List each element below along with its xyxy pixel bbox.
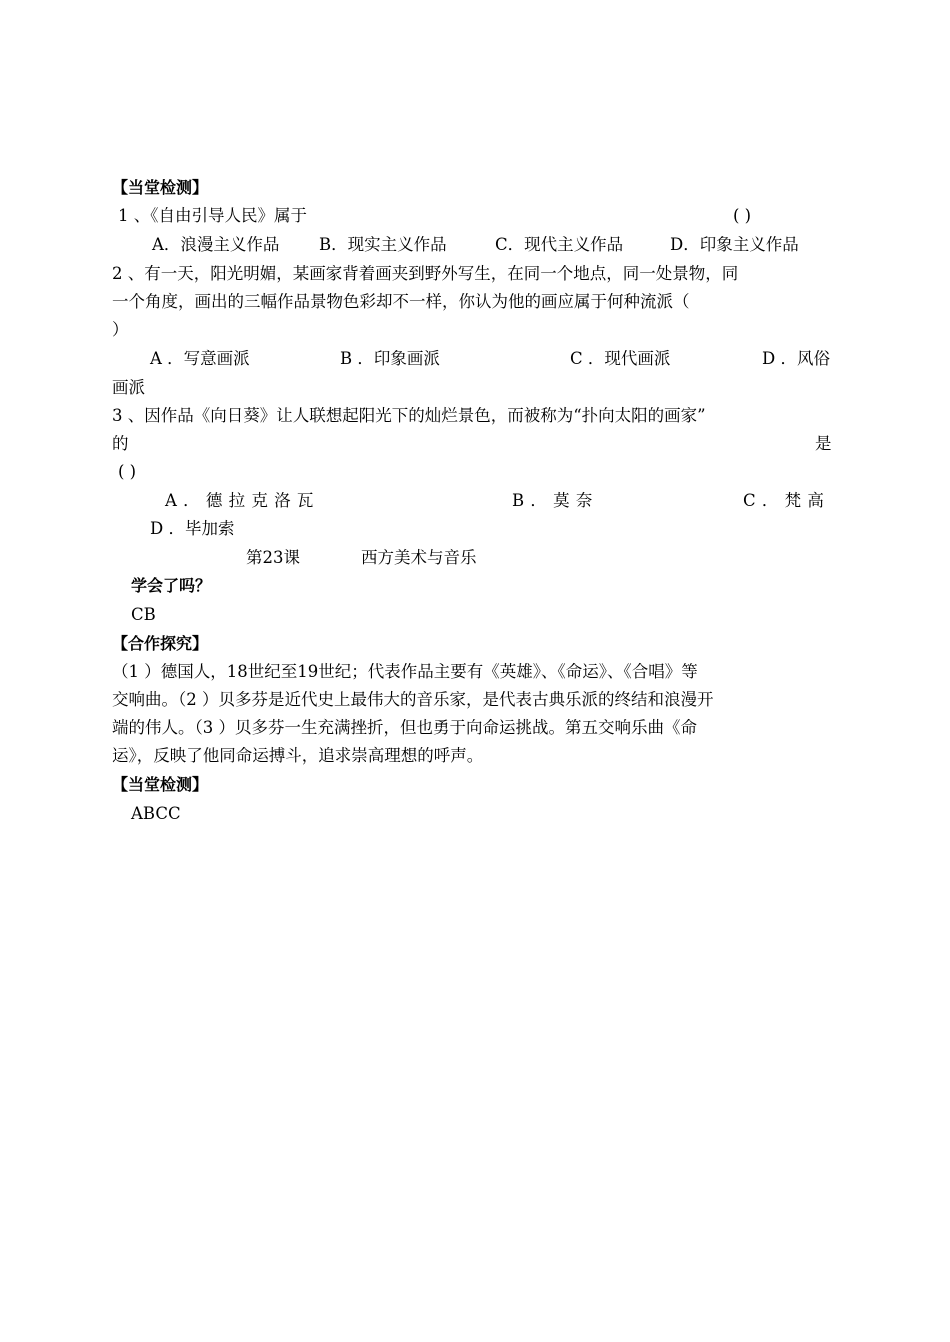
cooperation-line-2: 交响曲。（2 ）贝多芬是近代史上最伟大的音乐家，是代表古典乐派的终结和浪漫开 xyxy=(112,690,714,709)
question-3-option-a: A ． 德 拉 克 洛 瓦 xyxy=(165,491,314,510)
question-3-option-d: D ．毕加索 xyxy=(150,519,235,538)
test-2-answer: ABCC xyxy=(131,804,181,823)
section-heading-cooperation: 【合作探究】 xyxy=(112,634,209,653)
question-3-answer-paren: ( ) xyxy=(118,462,137,481)
question-1-option-b: B．现实主义作品 xyxy=(319,235,447,254)
cooperation-line-1: （1 ）德国人，18世纪至19世纪；代表作品主要有《英雄》、《命运》、《合唱》等 xyxy=(112,662,698,681)
question-1-option-d: D．印象主义作品 xyxy=(670,235,799,254)
question-2-option-d: D ．风俗 xyxy=(762,349,830,368)
question-2-option-d-wrap: 画派 xyxy=(112,378,145,397)
question-2-option-c: C ．现代画派 xyxy=(570,349,671,368)
question-3-line-2-right: 是 xyxy=(815,434,832,453)
question-1-answer-paren: ( ) xyxy=(733,206,752,225)
question-2-option-a: A ．写意画派 xyxy=(150,349,250,368)
learned-answer: CB xyxy=(131,605,156,624)
question-3-line-1: 3 、因作品《向日葵》让人联想起阳光下的灿烂景色，而被称为“扑向太阳的画家” xyxy=(112,406,706,425)
section-heading-test-2: 【当堂检测】 xyxy=(112,775,209,794)
question-3-line-2-left: 的 xyxy=(112,434,129,453)
section-heading-test-1: 【当堂检测】 xyxy=(112,178,209,197)
question-1-stem: 1 、《自由引导人民》属于 xyxy=(118,206,307,225)
question-2-option-b: B ．印象画派 xyxy=(340,349,440,368)
question-3-option-c: C ． 梵 高 xyxy=(743,491,825,510)
question-2-line-2: 一个角度，画出的三幅作品景物色彩却不一样，你认为他的画应属于何种流派（ xyxy=(112,292,690,311)
learned-heading: 学会了吗？ xyxy=(131,576,212,595)
question-1-option-c: C．现代主义作品 xyxy=(495,235,624,254)
lesson-title: 西方美术与音乐 xyxy=(361,548,477,567)
lesson-number: 第23课 xyxy=(246,548,300,567)
question-2-line-1: 2 、有一天，阳光明媚，某画家背着画夹到野外写生，在同一个地点，同一处景物，同 xyxy=(112,264,739,283)
cooperation-line-4: 运》，反映了他同命运搏斗，追求崇高理想的呼声。 xyxy=(112,746,484,765)
question-2-line-3: ） xyxy=(112,320,129,339)
cooperation-line-3: 端的伟人。（3 ）贝多芬一生充满挫折，但也勇于向命运挑战。第五交响乐曲《命 xyxy=(112,718,697,737)
question-1-option-a: A．浪漫主义作品 xyxy=(152,235,280,254)
question-3-option-b: B ． 莫 奈 xyxy=(512,491,593,510)
